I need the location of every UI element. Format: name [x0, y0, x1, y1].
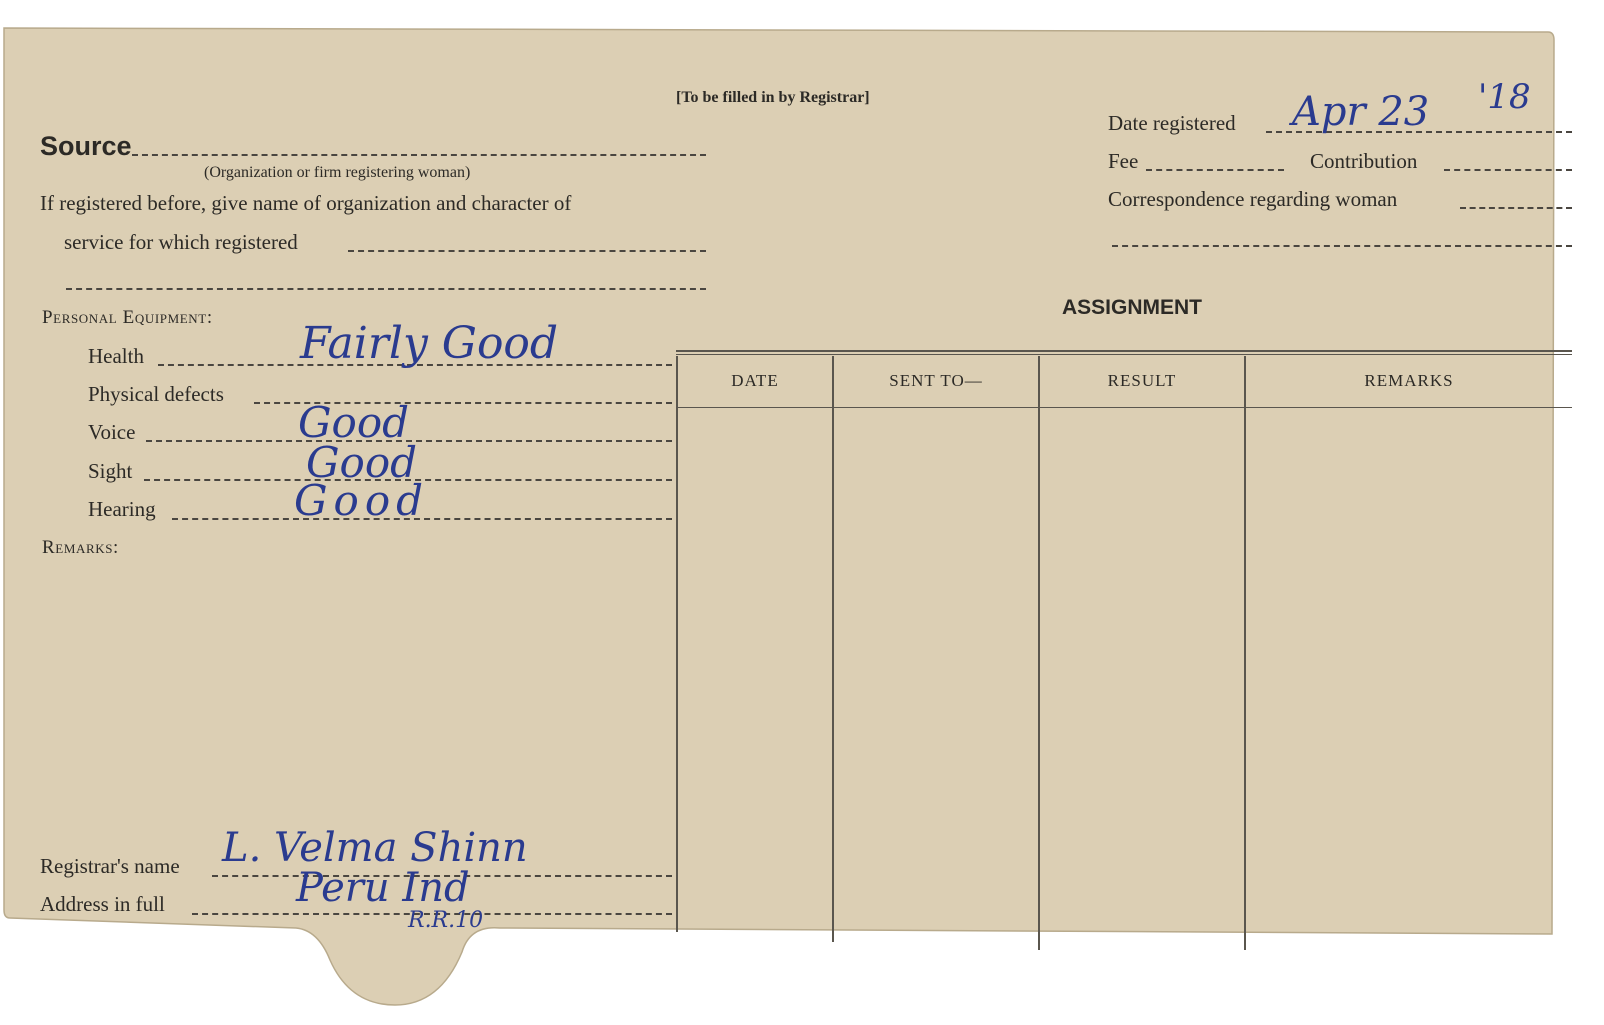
date-registered-label: Date registered — [1108, 111, 1236, 135]
correspondence-line — [1460, 207, 1572, 209]
assignment-col-divider-1 — [832, 356, 834, 942]
registered-before-line2: service for which registered — [64, 230, 298, 254]
assignment-col-divider-3 — [1244, 356, 1246, 950]
sight-value: Good — [306, 438, 418, 487]
contribution-line — [1444, 169, 1572, 171]
sight-label: Sight — [88, 459, 133, 483]
fee-label: Fee — [1108, 149, 1139, 173]
registered-before-line1: If registered before, give name of organization and character of — [40, 191, 572, 215]
source-label: Source — [40, 131, 132, 161]
personal-equipment-heading: Personal Equipment: — [42, 307, 213, 328]
date-registered-value: Apr 23 — [1292, 89, 1430, 135]
date-registered-year: '18 — [1478, 77, 1531, 117]
correspondence-extra-line — [1112, 245, 1572, 247]
address-extra: R.R.10 — [408, 908, 484, 933]
assignment-header-rule — [678, 407, 1572, 408]
hearing-value: Good — [294, 476, 430, 525]
registrar-name-label: Registrar's name — [40, 854, 180, 878]
assignment-top-rule-2 — [676, 354, 1572, 355]
assignment-col-divider-0 — [676, 356, 678, 932]
assignment-col-date: DATE — [731, 371, 779, 390]
health-value: Fairly Good — [300, 318, 559, 369]
header-note: [To be filled in by Registrar] — [676, 89, 870, 106]
assignment-col-result: RESULT — [1107, 371, 1177, 390]
assignment-col-divider-2 — [1038, 356, 1040, 950]
contribution-label: Contribution — [1310, 149, 1418, 173]
hearing-label: Hearing — [88, 497, 156, 521]
voice-label: Voice — [88, 420, 136, 444]
correspondence-label: Correspondence regarding woman — [1108, 187, 1398, 211]
source-line — [132, 154, 706, 156]
registrar-name-value: L. Velma Shinn — [222, 825, 528, 871]
source-sublabel: (Organization or firm registering woman) — [204, 164, 471, 181]
address-value: Peru Ind — [296, 865, 470, 911]
remarks-label: Remarks: — [42, 537, 119, 558]
address-label: Address in full — [40, 892, 165, 916]
registered-before-line — [348, 250, 706, 252]
assignment-col-sent-to: SENT TO— — [889, 371, 983, 390]
voice-value: Good — [298, 398, 410, 447]
fee-line — [1146, 169, 1284, 171]
physical-defects-label: Physical defects — [88, 382, 224, 406]
assignment-top-rule — [676, 350, 1572, 352]
assignment-title: ASSIGNMENT — [1062, 296, 1203, 319]
assignment-col-remarks: REMARKS — [1364, 371, 1454, 390]
health-label: Health — [88, 344, 144, 368]
registered-before-extra-line — [66, 288, 706, 290]
